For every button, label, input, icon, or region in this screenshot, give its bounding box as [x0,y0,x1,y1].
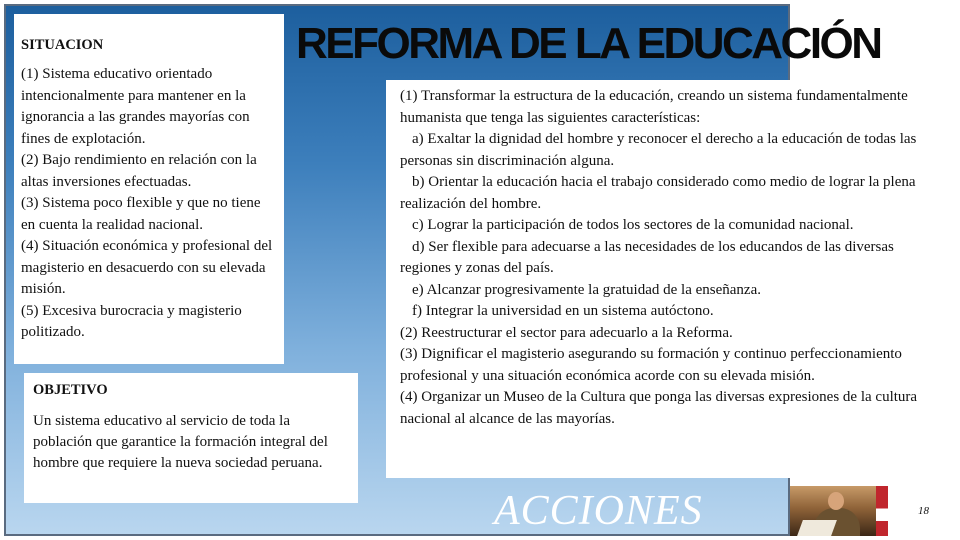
objetivo-panel [24,373,358,503]
situacion-item: (4) Situación económica y profesional del magisterio en desacuerdo con su elevada misión. [21,238,273,297]
paper-shape [797,520,837,536]
acciones-subitem: b) Orientar la educación hacia el trabajo considerado como medio de lograr la plena realización del hombre. [400,174,916,212]
acciones-subitem: d) Ser flexible para adecuarse a las necesidades de los educandos de las diversas regiones y zonas del país. [400,238,894,276]
acciones-label: ACCIONES [494,488,703,534]
situacion-panel [14,14,284,364]
acciones-panel [386,80,942,478]
acciones-item: (1) Transformar la estructura de la educación, creando un sistema fundamentalmente humanista que tenga las siguientes características: [400,88,908,126]
acciones-subitem: c) Lograr la participación de todos los sectores de la comunidad nacional. [412,217,854,233]
situacion-item: (3) Sistema poco flexible y que no tiene en cuenta la realidad nacional. [21,195,261,233]
situacion-label: SITUACION [21,37,104,53]
figure-head-shape [828,492,844,510]
situacion-item: (1) Sistema educativo orientado intencionalmente para mantener en la ignorancia a las grandes mayorías con fines de explotación. [21,66,250,147]
situacion-item: (5) Excesiva burocracia y magisterio politizado. [21,302,242,340]
slide-title: REFORMA DE LA EDUCACIÓN [296,19,881,68]
page-number: 18 [918,505,929,517]
objetivo-text: Un sistema educativo al servicio de toda la población que garantice la formación integral del hombre que requiere la nueva sociedad peruana. [33,413,328,471]
flag-shape [876,486,888,536]
acciones-subitem: f) Integrar la universidad en un sistema autóctono. [412,303,714,319]
acciones-item: (2) Reestructurar el sector para adecuarlo a la Reforma. [400,324,733,341]
objetivo-label: OBJETIVO [33,382,108,398]
historical-photo [790,486,888,536]
acciones-item: (4) Organizar un Museo de la Cultura que ponga las diversas expresiones de la cultura nacional al alcance de las mayorías. [400,389,918,427]
acciones-subitem: e) Alcanzar progresivamente la gratuidad de la enseñanza. [412,281,761,298]
situacion-item: (2) Bajo rendimiento en relación con la altas inversiones efectuadas. [21,152,257,190]
acciones-item: (3) Dignificar el magisterio asegurando su formación y continuo perfeccionamiento profesional y una situación económica acorde con su elevada misión. [400,346,902,384]
acciones-list [400,86,932,430]
acciones-subitem: a) Exaltar la dignidad del hombre y reconocer el derecho a la educación de todas las personas sin discriminación alguna. [400,131,917,169]
situacion-list [21,64,278,344]
